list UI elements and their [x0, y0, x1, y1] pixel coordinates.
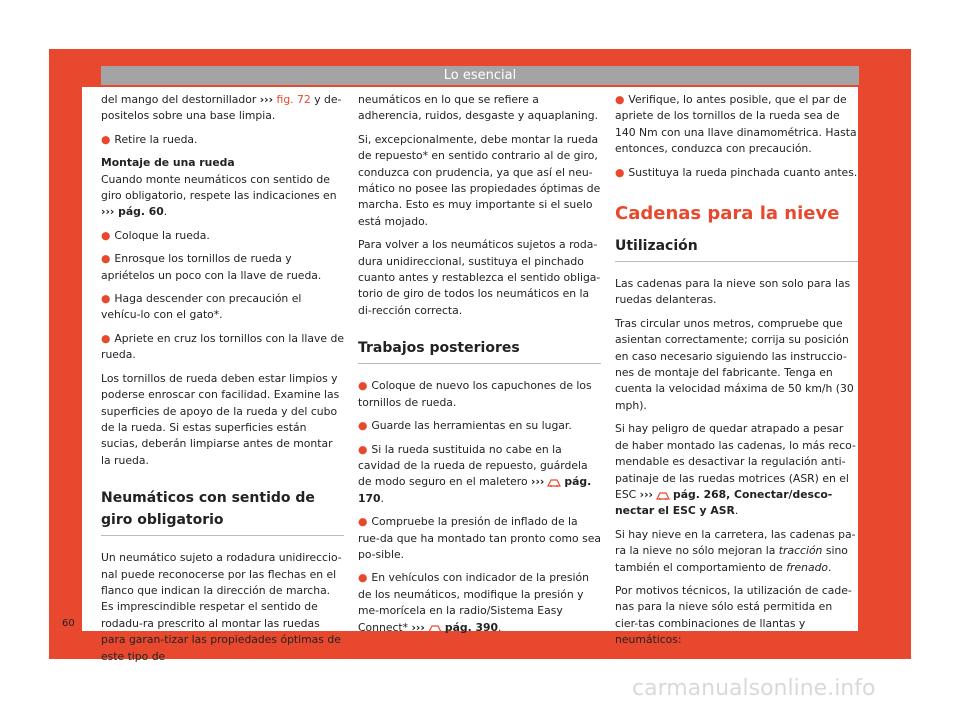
emphasis: frenado	[786, 560, 829, 574]
bullet-item: ● Compruebe la presión de inflado de la rue-da que ha montado tan pronto como sea po-sible.	[358, 515, 601, 561]
bullet-item: ● Enrosque los tornillos de rueda y apriételos un poco con la llave de rueda.	[101, 252, 322, 282]
column-2	[358, 92, 601, 643]
bullet-icon: ●	[101, 331, 111, 345]
bullet-icon: ●	[101, 292, 111, 306]
paragraph: Por motivos técnicos, la utilización de cade-nas para la nieve sólo está permitida en cier-tas combinaciones de llantas y neumáticos:	[615, 583, 852, 647]
page-link[interactable]: pág. 390	[444, 620, 498, 634]
bullet-item: ● Coloque la rueda.	[101, 228, 210, 242]
warning-car-icon	[428, 623, 442, 633]
bullet-icon: ●	[358, 419, 368, 433]
warning-car-icon	[656, 490, 670, 500]
bullet-item: ● Retire la rueda.	[101, 132, 198, 146]
paragraph: Los tornillos de rueda deben estar limpios y poderse enroscar con facilidad. Examine las superficies de apoyo de la rueda y del cubo de la rueda. Si estas superficies están sucias, deberán limpiarse antes de montar la rueda.	[101, 371, 340, 467]
paragraph: Las cadenas para la nieve son solo para las ruedas delanteras.	[615, 277, 851, 307]
subheading: Montaje de una rueda	[101, 156, 235, 170]
figure-link[interactable]: fig. 72	[273, 93, 311, 106]
bullet-icon: ●	[358, 571, 368, 585]
bullet-icon: ●	[358, 442, 368, 456]
page-link[interactable]: pág. 170	[358, 475, 592, 505]
section-heading: Trabajos posteriores	[358, 337, 601, 364]
section-heading: Utilización	[615, 235, 858, 262]
bullet-icon: ●	[101, 228, 111, 242]
bullet-item: ● Haga descender con precaución el vehícu-lo con el gato*.	[101, 292, 302, 322]
bullet-item: ● Guarde las herramientas en su lugar.	[358, 419, 572, 433]
paragraph: Tras circular unos metros, compruebe que asientan correctamente; corrija su posición en caso necesario siguiendo las instruccio-nes de montaje del fabricante. Tenga en cuenta la velocidad máxima de 50 km/h (30 mph).	[615, 316, 854, 412]
paragraph: neumáticos en lo que se refiere a adherencia, ruidos, desgaste y aquaplaning.	[358, 93, 599, 123]
column-3	[615, 92, 858, 656]
chapter-heading: Cadenas para la nieve	[615, 203, 840, 225]
paragraph: Si hay peligro de quedar atrapado a pesar de haber montado las cadenas, lo más reco-mendable es desactivar la regulación anti-patinaje de las ruedas motrices (ASR) en el ESC ››› pág. 268, Conectar/desco-nectar el ESC y ASR.	[615, 422, 856, 518]
bullet-icon: ●	[358, 379, 368, 393]
arrow-ref-icon: ›››	[531, 475, 545, 489]
emphasis: tracción	[778, 544, 823, 558]
page-link[interactable]: pág. 268, Conectar/desco-nectar el ESC y ASR	[615, 487, 833, 518]
bullet-item: ● En vehículos con indicador de la presión de los neumáticos, modifique la presión y me-morícela en la radio/Sistema Easy Connect* ››› pág. 390.	[358, 571, 589, 634]
paragraph: Un neumático sujeto a rodadura unidireccio-nal puede reconocerse por las flechas en el flanco que indican la dirección de marcha. Es imprescindible respetar el sentido de rodadu-ra prescrito al montar las ruedas para garan-tizar las propiedades óptimas de este tipo de	[101, 551, 342, 663]
bullet-icon: ●	[101, 252, 111, 266]
section-heading: Neumáticos con sentido de giro obligatorio	[101, 487, 344, 536]
arrow-ref-icon: ›››	[259, 93, 274, 106]
bullet-item: ● Sustituya la rueda pinchada cuanto antes.	[615, 165, 858, 179]
paragraph: Para volver a los neumáticos sujetos a roda-dura unidireccional, sustituya el pinchado cuanto antes y restablezca el sentido obliga-torio de giro de todos los neumáticos en la di-rección correcta.	[358, 238, 601, 317]
watermark: carmanualsonline.info	[632, 676, 876, 701]
section-header: Lo esencial	[101, 66, 859, 85]
bullet-item: ● Verifique, lo antes posible, que el par de apriete de los tornillos de la rueda sea de 140 Nm con una llave dinamométrica. Hasta entonces, conduzca con precaución.	[615, 93, 857, 156]
bullet-icon: ●	[358, 515, 368, 529]
column-1	[101, 92, 344, 672]
bullet-icon: ●	[615, 93, 625, 106]
bullet-icon: ●	[101, 132, 111, 146]
paragraph: Cuando monte neumáticos con sentido de giro obligatorio, respete las indicaciones en ››› pág. 60.	[101, 172, 337, 219]
paragraph: del mango del destornillador ››› fig. 72 y de-positelos sobre una base limpia.	[101, 93, 342, 123]
page-number: 60	[62, 618, 75, 629]
bullet-item: ● Coloque de nuevo los capuchones de los tornillos de rueda.	[358, 379, 592, 409]
arrow-ref-icon: ›››	[411, 620, 425, 634]
paragraph: Si, excepcionalmente, debe montar la rueda de repuesto* en sentido contrario al de giro, conduzca con prudencia, ya que así el neu-mático no posee las propiedades óptimas de marcha. Esto es muy importante si el suelo está mojado.	[358, 132, 601, 228]
page-link[interactable]: ››› pág. 60	[101, 205, 164, 219]
warning-car-icon	[547, 477, 561, 487]
arrow-ref-icon: ›››	[639, 487, 654, 501]
bullet-item: ● Si la rueda sustituida no cabe en la cavidad de la rueda de repuesto, guárdela de modo seguro en el maletero ››› pág. 170.	[358, 442, 592, 505]
bullet-icon: ●	[615, 165, 625, 179]
bullet-item: ● Apriete en cruz los tornillos con la llave de rueda.	[101, 331, 344, 362]
paragraph: Si hay nieve en la carretera, las cadenas pa-ra la nieve no sólo mejoran la tracción sino también el comportamiento de frenado.	[615, 527, 856, 574]
